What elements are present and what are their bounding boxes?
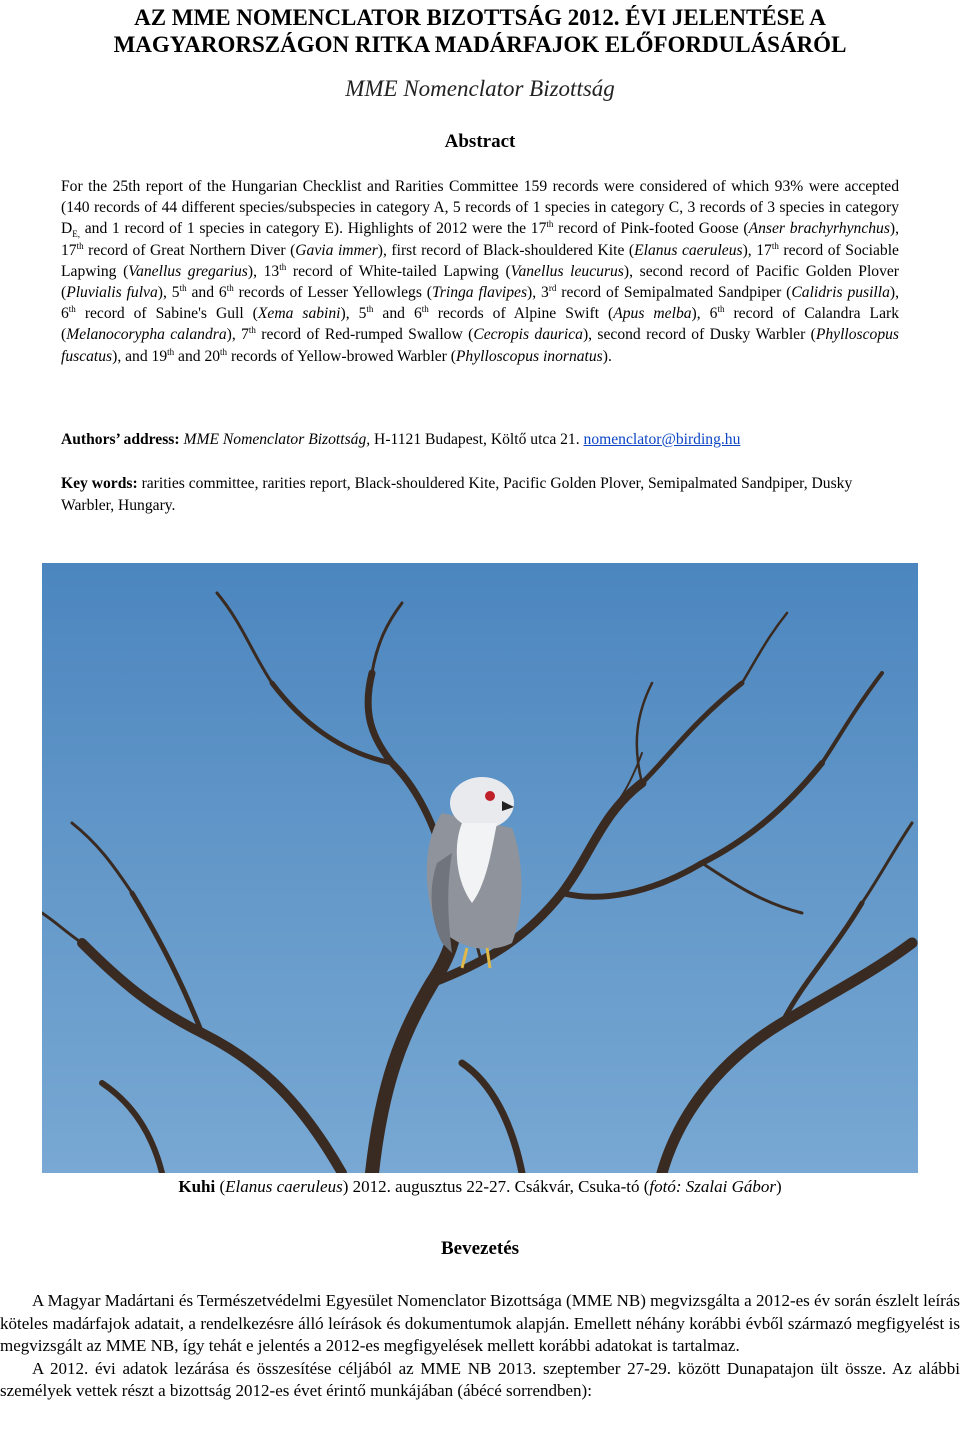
kite-bird xyxy=(427,777,522,968)
abstract-text: For the 25th report of the Hungarian Checklist and Rarities Committee 159 records were considered of which 93% were accepted (140 records of 44 different species/subspecies in category A, 5 records of 1 species in category C, 3 records of 3 species in category $D_{E,}$ and 1 record of 1 species in category E). Highlights of 2012 were the 17th record of Pink-footed Goose (Anser brachyrhynchus), 17th record of Great Northern Diver (Gavia immer), first record of Black-shouldered Kite (Elanus caeruleus), 17th record of Sociable Lapwing (Vanellus gregarius), 13th record of White-tailed Lapwing (Vanellus leucurus), second record of Pacific Golden Plover (Pluvialis fulva), 5th and 6th records of Lesser Yellowlegs (Tringa flavipes), 3rd record of Semipalmated Sandpiper (Calidris pusilla), 6th record of Sabine's Gull (Xema sabini), 5th and 6th records of Alpine Swift (Apus melba), 6th record of Calandra Lark (Melanocorypha calandra), 7th record of Red-rumped Swallow (Cecropis daurica), second record of Dusky Warbler (Phylloscopus fuscatus), and 19th and 20th records of Yellow-browed Warbler (Phylloscopus inornatus). xyxy=(61,178,899,365)
keywords-label: Key words: xyxy=(61,475,138,492)
authors-street: H-1121 Budapest, Költő utca 21. xyxy=(370,431,584,448)
authors-org: MME Nomenclator Bizottság, xyxy=(183,431,371,448)
committee-name: MME Nomenclator Bizottság xyxy=(345,76,615,101)
intro-text xyxy=(0,1290,960,1403)
photo-caption: Kuhi (Elanus caeruleus) 2012. augusztus 22-27. Csákvár, Csuka-tó (fotó: Szalai Gábor) xyxy=(178,1177,782,1196)
title-line-2: MAGYARORSZÁGON RITKA MADÁRFAJOK ELŐFORDULÁSÁRÓL xyxy=(113,32,847,57)
kite-photo-illustration xyxy=(42,563,918,1173)
intro-paragraph-2: A 2012. évi adatok lezárása és összesítése céljából az MME NB 2013. szeptember 27-29. között Dunapatajon ült össze. Az alábbi személyek vettek részt a bizottság 2012-es évet érintő munkájában (ábécé sorrendben): xyxy=(0,1358,960,1400)
intro-paragraph-1: A Magyar Madártani és Természetvédelmi Egyesület Nomenclator Bizottsága (MME NB) megvizsgálta a 2012-es év során észlelt leírás köteles madárfajok adatait, a rendelkezésre álló leírások és dokumentumok alapján. Emellett néhány korábbi évből származó megfigyelést is megvizsgált az MME NB, így tehát e jelentés a 2012-es megfigyelések mellett korábbi adatokat is tartalmaz. xyxy=(0,1291,960,1355)
keywords xyxy=(61,473,899,517)
report-title xyxy=(0,4,960,58)
abstract-heading: Abstract xyxy=(444,131,516,152)
email-link[interactable]: nomenclator@birding.hu xyxy=(583,431,741,448)
title-line-1: AZ MME NOMENCLATOR BIZOTTSÁG 2012. ÉVI JELENTÉSE A xyxy=(134,5,826,30)
intro-heading: Bevezetés xyxy=(440,1238,520,1259)
authors-address xyxy=(61,430,921,450)
keywords-text: rarities committee, rarities report, Black-shouldered Kite, Pacific Golden Plover, Semipalmated Sandpiper, Dusky Warbler, Hungary. xyxy=(61,475,853,514)
kite-photo xyxy=(42,563,918,1173)
authors-label: Authors’ address: xyxy=(61,431,180,448)
